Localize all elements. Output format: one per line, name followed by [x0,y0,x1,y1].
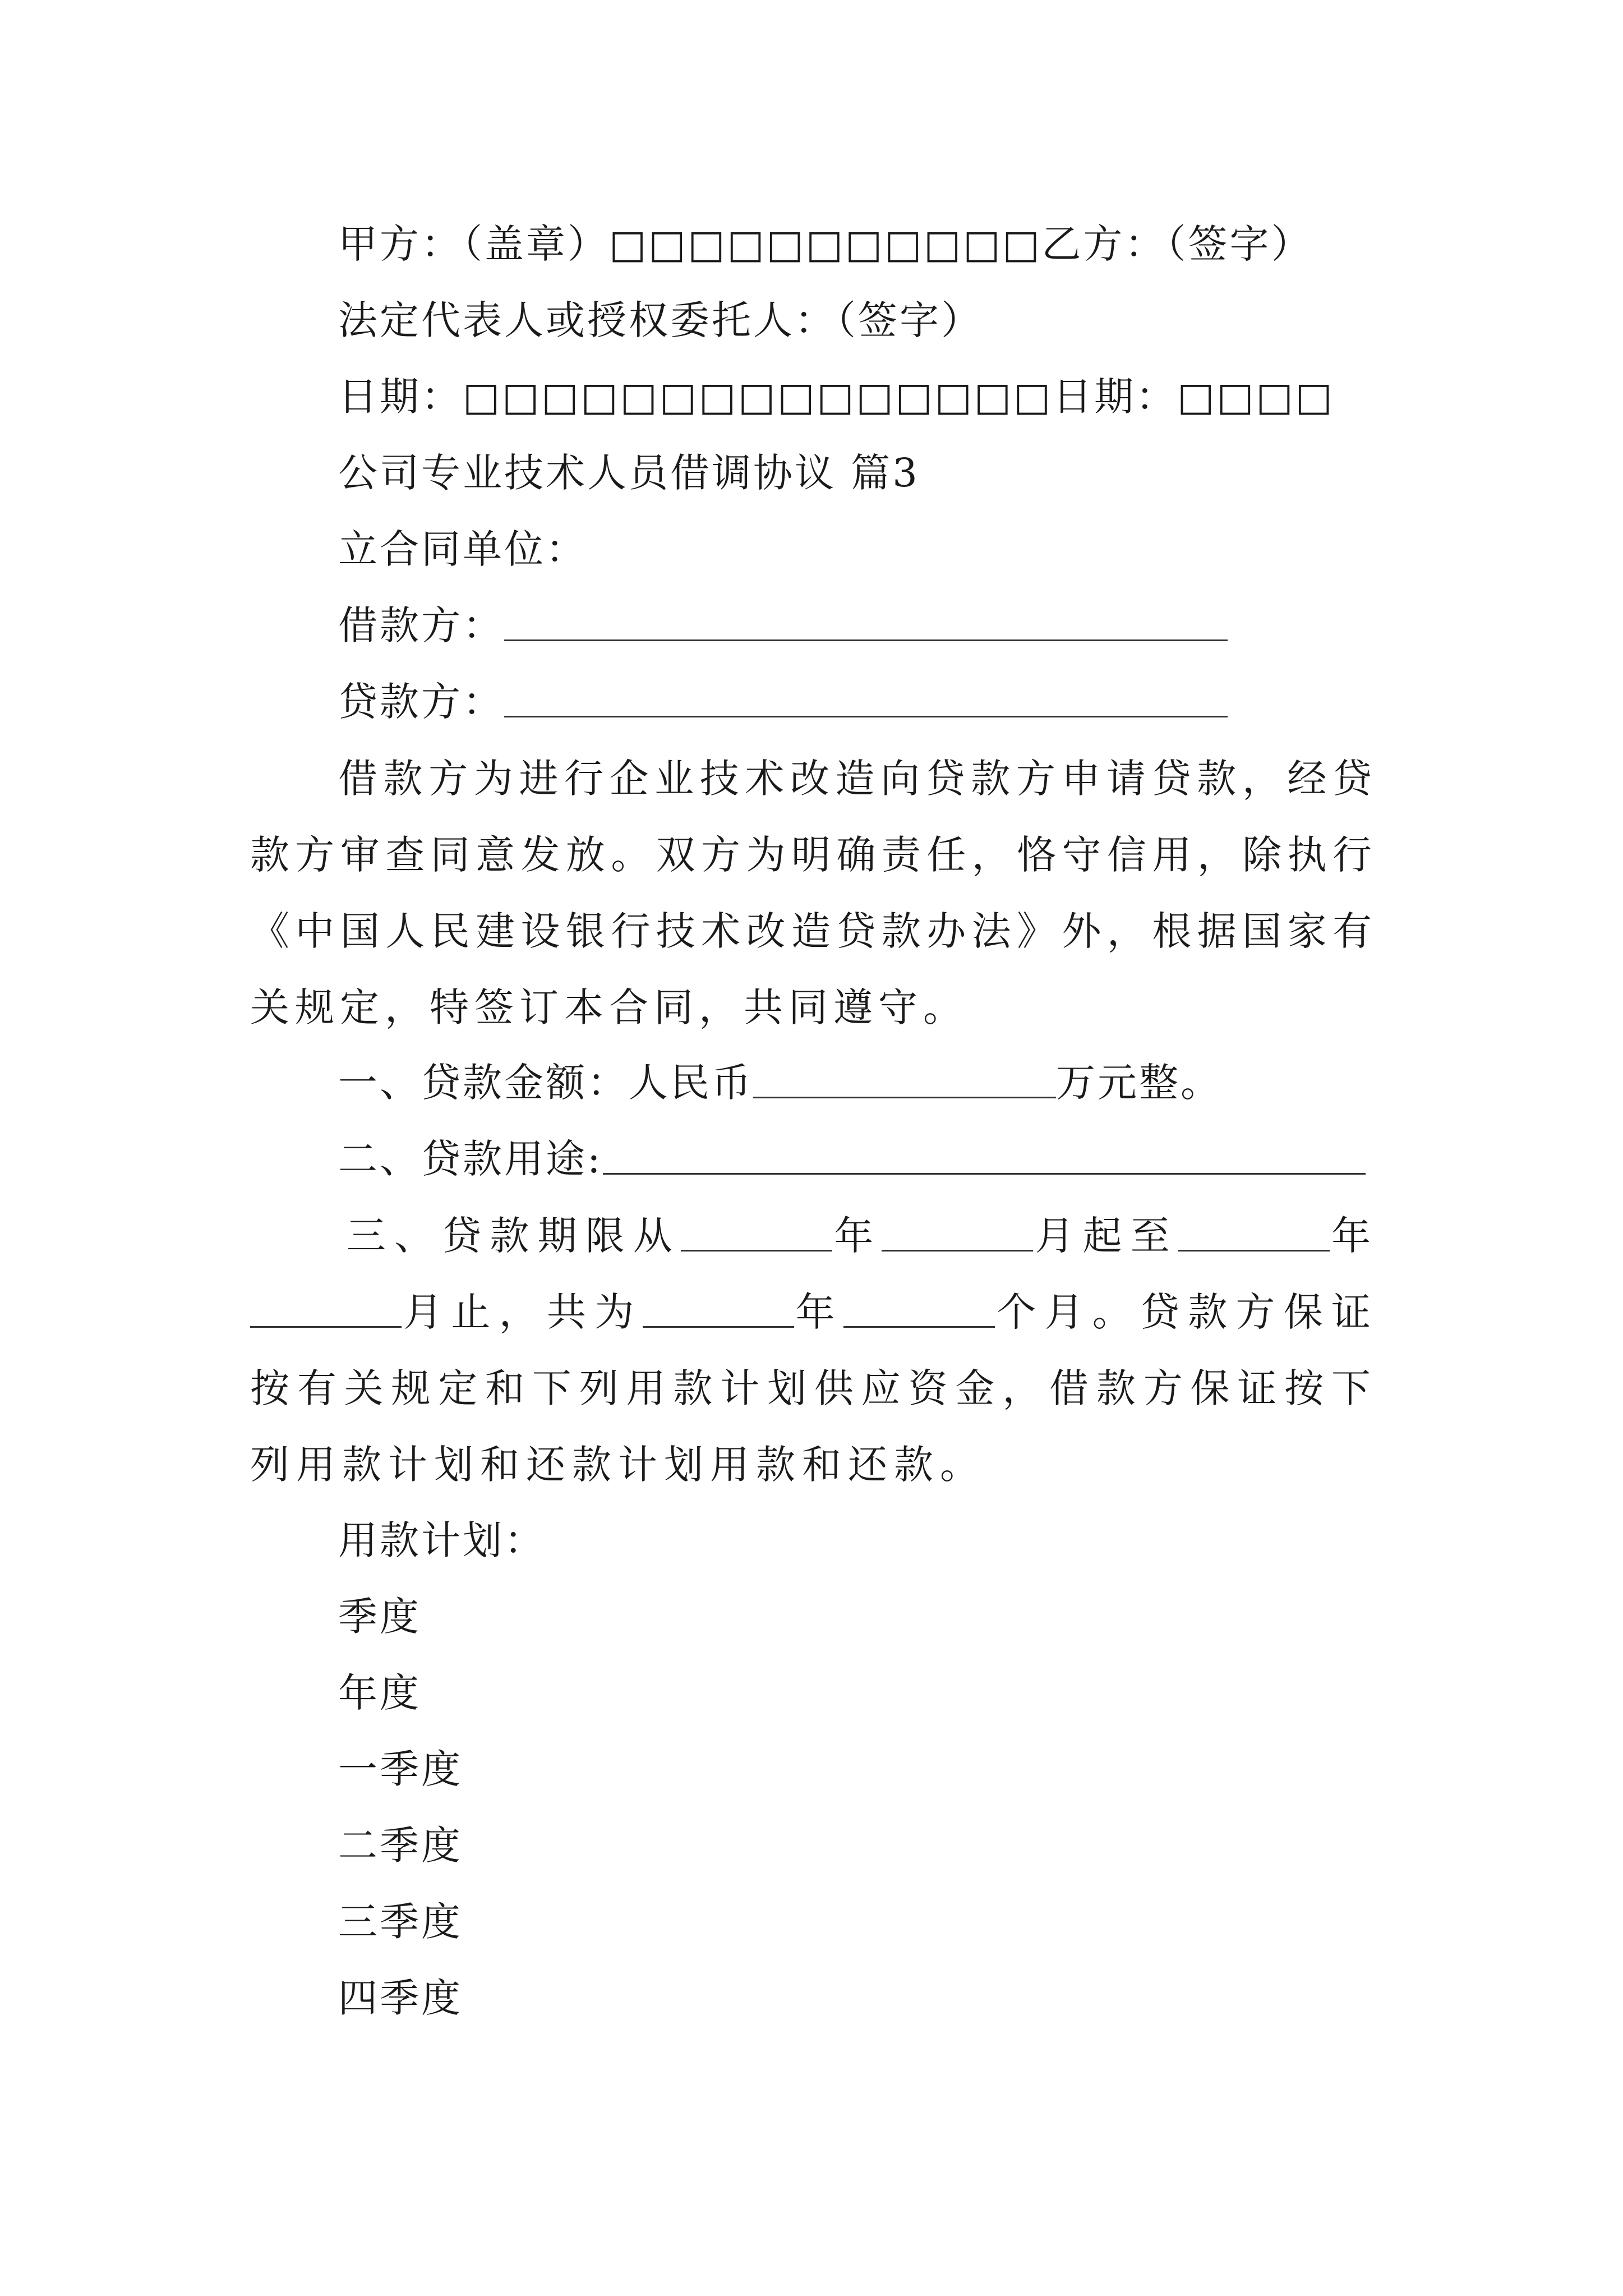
plan-item-year: 年度 [338,1670,421,1716]
term-end-year-blank[interactable] [1178,1211,1330,1251]
borrower-blank[interactable] [504,600,1228,641]
lender-blank[interactable] [504,677,1228,717]
date-label-1: 日期： [338,374,463,420]
purpose-blank[interactable] [603,1134,1366,1175]
date-line [338,369,1335,425]
amount-suffix: 万元整。 [1056,1060,1222,1106]
term-month-from: 月起至 [1033,1213,1178,1259]
clause-amount [338,1055,1222,1111]
term-end-month-blank[interactable] [250,1287,402,1328]
purpose-label: 二、贷款用途: [338,1136,603,1182]
term-month-to: 月止，共为 [402,1289,643,1335]
borrower-label: 借款方： [338,602,504,648]
doc-title: 公司专业技术人员借调协议 篇3 [338,450,920,496]
intro-paragraph: 借款方为进行企业技术改造向贷款方申请贷款，经贷款方审查同意发放。双方为明确责任，恪守信用，除执行《中国人民建设银行技术改造贷款办法》外，根据国家有关规定，特签订本合同，共同遵守。 [250,756,1377,1030]
lender-label: 贷款方： [338,679,504,725]
signature-party-line [338,216,1313,272]
term-start-year-blank[interactable] [681,1211,832,1251]
term-total-month-blank[interactable] [843,1287,995,1328]
plan-item-q2: 二季度 [338,1823,463,1869]
plan-item-q3: 三季度 [338,1899,463,1945]
date-boxes-1: □□□□□□□□□□□□□□□ [463,374,1053,420]
clause-term [250,1198,1377,1503]
amount-prefix: 一、贷款金额：人民币 [338,1060,753,1106]
term-part1: 三、贷款期限从 [347,1213,681,1259]
plan-title: 用款计划： [338,1517,546,1563]
lender-line [338,674,1228,730]
plan-item-q4: 四季度 [338,1975,463,2021]
representative-line: 法定代表人或授权委托人：（签字） [338,297,983,343]
contract-unit-label: 立合同单位： [338,526,587,572]
term-start-month-blank[interactable] [882,1211,1033,1251]
amount-blank[interactable] [753,1057,1056,1098]
party-a-label: 甲方：（盖章） [338,221,609,267]
clause-purpose [338,1131,1366,1187]
date-label-2: 日期： [1053,374,1178,420]
plan-item-q1: 一季度 [338,1746,463,1792]
term-rest: 个月。贷款方保证按有关规定和下列用款计划供应资金，借款方保证按下列用款计划和还款计划用款和还款。 [250,1289,1377,1488]
term-total-year-blank[interactable] [643,1287,794,1328]
term-year: 年 [832,1213,882,1259]
borrower-line [338,597,1228,654]
term-year3: 年 [794,1289,843,1335]
plan-item-season: 季度 [338,1594,421,1640]
party-b-label: 乙方：（签字） [1041,221,1313,267]
date-boxes-2: □□□□ [1177,374,1335,420]
term-year2: 年 [1329,1213,1378,1259]
party-a-boxes: □□□□□□□□□□□ [609,221,1042,267]
